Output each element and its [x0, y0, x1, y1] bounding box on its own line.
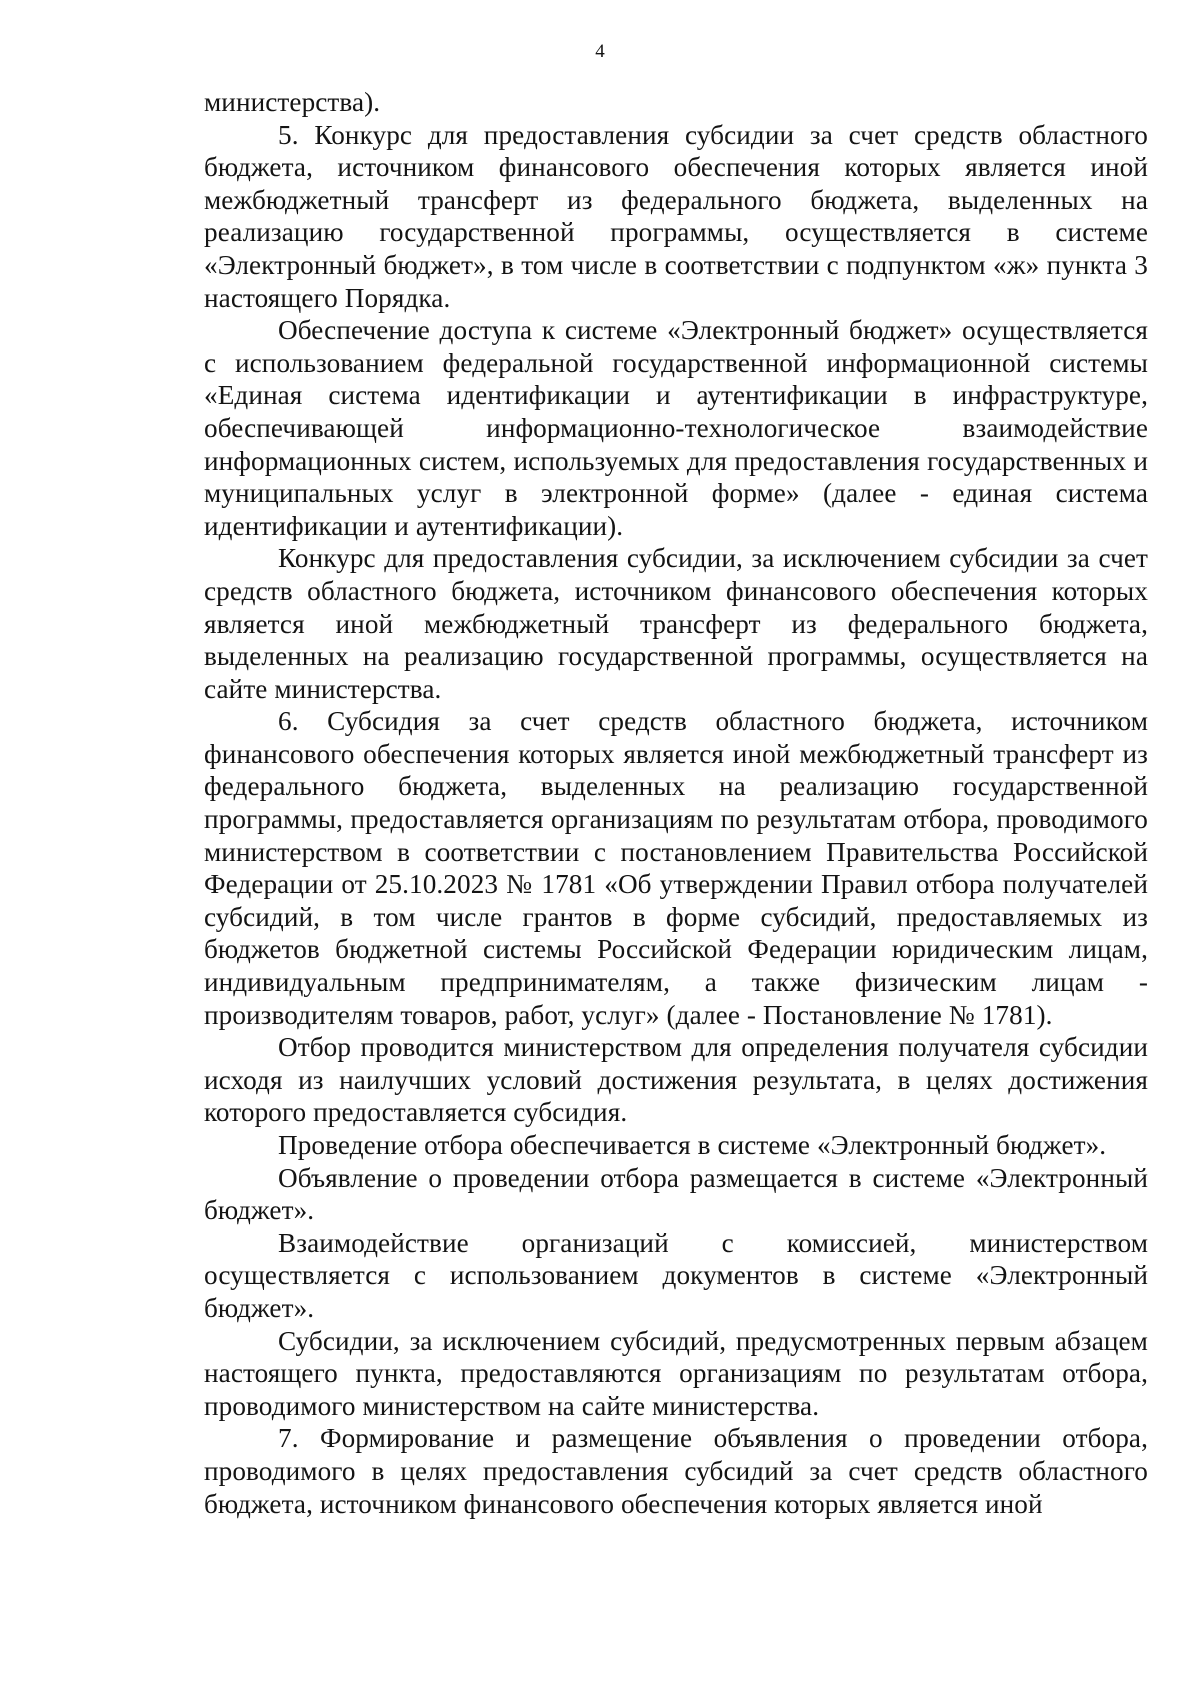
paragraph-item-6: 6. Субсидия за счет средств областного бюджета, источником финансового обеспечения которых является иной межбюджетный трансферт из федерального бюджета, выделенных на реализацию государственной программы, предоставляется организациям по результатам отбора, проводимого министерством в соответствии с постановлением Правительства Российской Федерации от 25.10.2023 № 1781 «Об утверждении Правил отбора получателей субсидий, в том числе грантов в форме субсидий, предоставляемых из бюджетов бюджетной системы Российской Федерации юридическим лицам, индивидуальным предпринимателям, а также физическим лицам - производителям товаров, работ, услуг» (далее - Постановление № 1781).	[204, 706, 1148, 1030]
paragraph-item-5: 5. Конкурс для предоставления субсидии за счет средств областного бюджета, источником финансового обеспечения которых является иной межбюджетный трансферт из федерального бюджета, выделенных на реализацию государственной программы, осуществляется в системе «Электронный бюджет», в том числе в соответствии с подпунктом «ж» пункта 3 настоящего Порядка.	[204, 119, 1148, 313]
paragraph-item-7: 7. Формирование и размещение объявления о проведении отбора, проводимого в целях предоставления субсидий за счет средств областного бюджета, источником финансового обеспечения которых является иной	[204, 1423, 1148, 1519]
paragraph-interaction: Взаимодействие организаций с комиссией, министерством осуществляется с использованием документов в системе «Электронный бюджет».	[204, 1227, 1148, 1323]
paragraph-access: Обеспечение доступа к системе «Электронный бюджет» осуществляется с использованием федеральной государственной информационной системы «Единая система идентификации и аутентификации в инфраструктуре, обеспечивающей информационно-технологическое взаимодействие информационных систем, используемых для предоставления государственных и муниципальных услуг в электронной форме» (далее - единая система идентификации и аутентификации).	[204, 315, 1148, 541]
paragraph-selection-system: Проведение отбора обеспечивается в системе «Электронный бюджет».	[278, 1130, 1107, 1160]
paragraph-continuation: министерства).	[204, 87, 381, 117]
paragraph-announcement: Объявление о проведении отбора размещается в системе «Электронный бюджет».	[204, 1162, 1148, 1226]
page-number: 4	[595, 41, 605, 62]
document-body	[204, 86, 1148, 1520]
paragraph-selection: Отбор проводится министерством для определения получателя субсидии исходя из наилучших условий достижения результата, в целях достижения которого предоставляется субсидия.	[204, 1032, 1148, 1128]
paragraph-contest: Конкурс для предоставления субсидии, за исключением субсидии за счет средств областного бюджета, источником финансового обеспечения которых является иной межбюджетный трансферт из федерального бюджета, выделенных на реализацию государственной программы, осуществляется на сайте министерства.	[204, 543, 1148, 704]
paragraph-subsidies: Субсидии, за исключением субсидий, предусмотренных первым абзацем настоящего пункта, предоставляются организациям по результатам отбора, проводимого министерством на сайте министерства.	[204, 1325, 1148, 1421]
